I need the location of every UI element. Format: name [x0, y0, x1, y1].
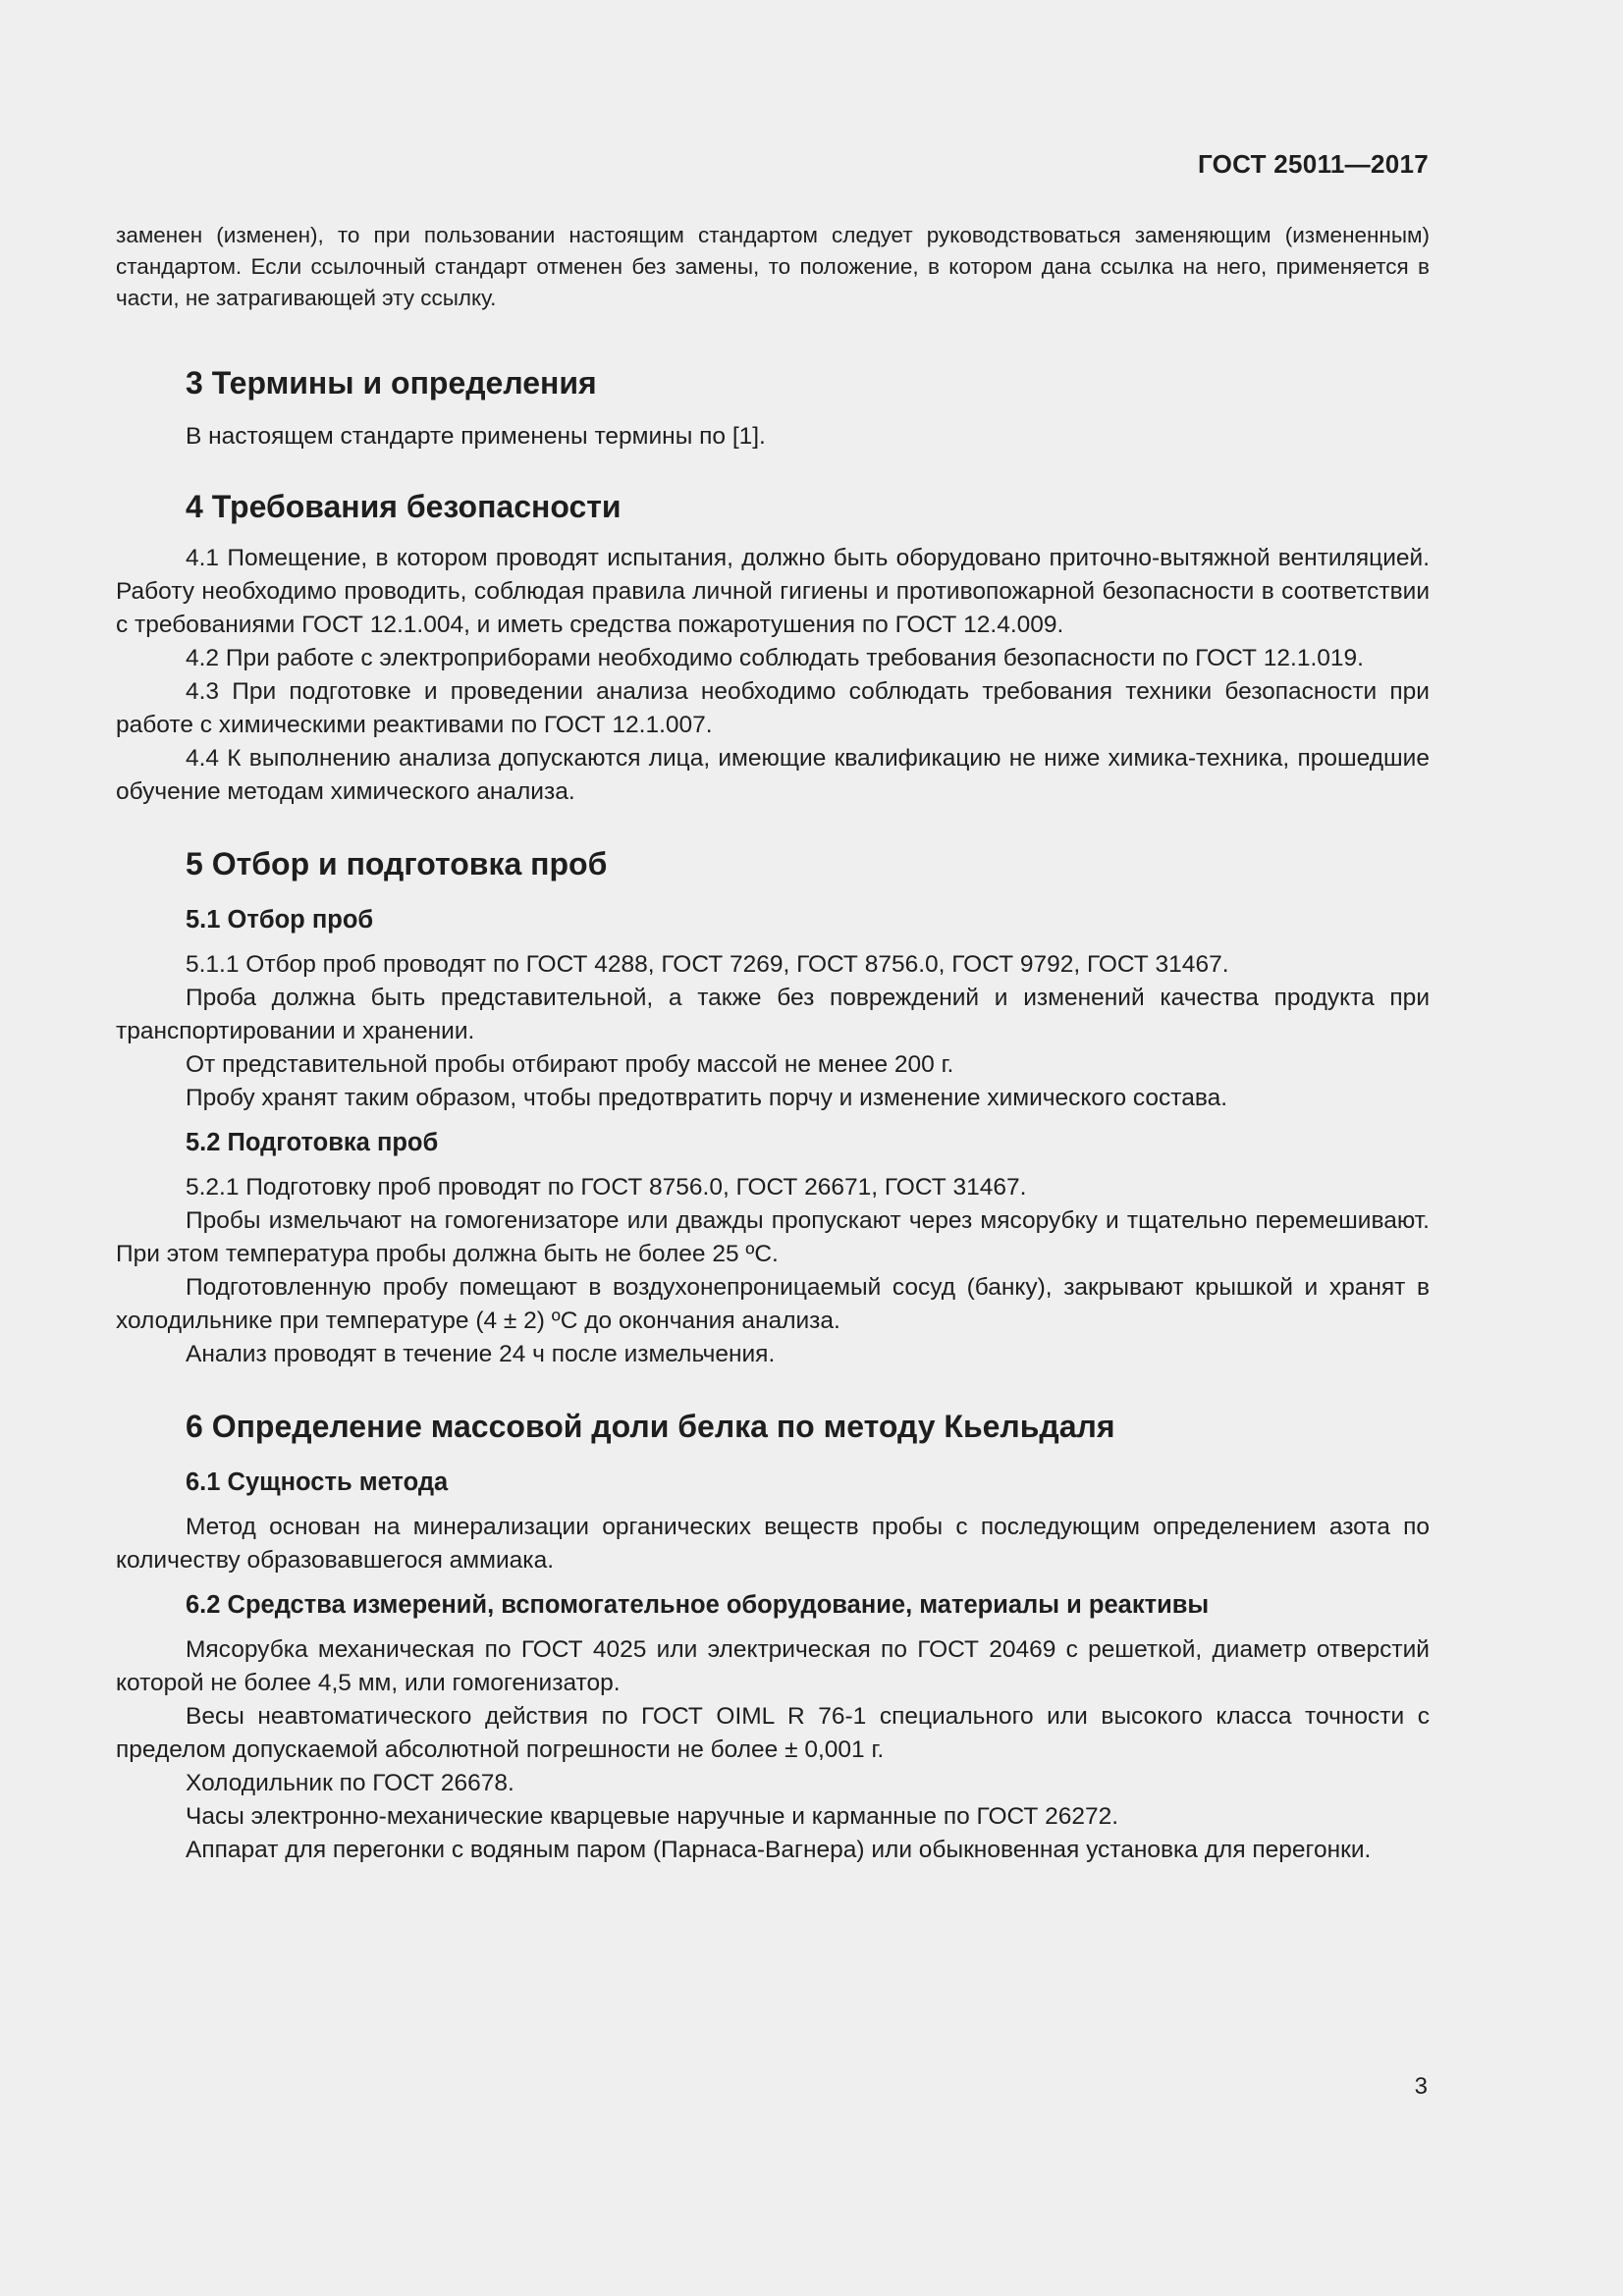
paragraph-5-1-4: Пробу хранят таким образом, чтобы предотвратить порчу и изменение химического состава.	[186, 1085, 1228, 1111]
section-6-heading: 6 Определение массовой доли белка по методу Кьельдаля	[186, 1409, 1115, 1444]
page-content	[116, 220, 1430, 1867]
intro-block	[116, 220, 1430, 314]
paragraph-4-3: 4.3 При подготовке и проведении анализа необходимо соблюдать требования техники безопасности при работе с химическими реактивами по ГОСТ 12.1.007.	[116, 678, 1430, 738]
paragraph-4-4: 4.4 К выполнению анализа допускаются лица, имеющие квалификацию не ниже химика-техника, прошедшие обучение методам химического анализа.	[116, 745, 1430, 805]
paragraph-6-2-1: Мясорубка механическая по ГОСТ 4025 или электрическая по ГОСТ 20469 с решеткой, диаметр отверстий которой не более 4,5 мм, или гомогенизатор.	[116, 1636, 1430, 1696]
paragraph-4-1: 4.1 Помещение, в котором проводят испытания, должно быть оборудовано приточно-вытяжной вентиляцией. Работу необходимо проводить, соблюдая правила личной гигиены и противопожарной безопасности в соответствии с требованиями ГОСТ 12.1.004, и иметь средства пожаротушения по ГОСТ 12.4.009.	[116, 545, 1430, 638]
subsection-6-1-heading: 6.1 Сущность метода	[186, 1468, 449, 1496]
paragraph-6-2-3: Холодильник по ГОСТ 26678.	[186, 1770, 514, 1796]
intro-paragraph: заменен (изменен), то при пользовании настоящим стандартом следует руководствоваться заменяющим (измененным) стандартом. Если ссылочный стандарт отменен без замены, то положение, в котором дана ссылка на него, применяется в части, не затрагивающей эту ссылку.	[116, 223, 1430, 310]
paragraph-5-2-2: Пробы измельчают на гомогенизаторе или дважды пропускают через мясорубку и тщательно перемешивают. При этом температура пробы должна быть не более 25 ºС.	[116, 1207, 1430, 1267]
paragraph-5-1-2: Проба должна быть представительной, а также без повреждений и изменений качества продукта при транспортировании и хранении.	[116, 985, 1430, 1044]
paragraph-6-2-2: Весы неавтоматического действия по ГОСТ OIML R 76-1 специального или высокого класса точности с пределом допускаемой абсолютной погрешности не более ± 0,001 г.	[116, 1703, 1430, 1763]
paragraph-4-2: 4.2 При работе с электроприборами необходимо соблюдать требования безопасности по ГОСТ 12.1.019.	[186, 645, 1364, 671]
subsection-5-1-heading: 5.1 Отбор проб	[186, 906, 374, 934]
paragraph-5-1-3: От представительной пробы отбирают пробу массой не менее 200 г.	[186, 1051, 954, 1078]
paragraph-5-2-3: Подготовленную пробу помещают в воздухонепроницаемый сосуд (банку), закрывают крышкой и хранят в холодильнике при температуре (4 ± 2) ºС до окончания анализа.	[116, 1274, 1430, 1334]
paragraph-6-2-5: Аппарат для перегонки с водяным паром (Парнаса-Вагнера) или обыкновенная установка для перегонки.	[186, 1837, 1372, 1863]
subsection-6-2-heading: 6.2 Средства измерений, вспомогательное оборудование, материалы и реактивы	[186, 1591, 1210, 1619]
section-3-heading: 3 Термины и определения	[186, 365, 597, 400]
paragraph-5-2-1: 5.2.1 Подготовку проб проводят по ГОСТ 8756.0, ГОСТ 26671, ГОСТ 31467.	[186, 1174, 1027, 1201]
section-4-heading: 4 Требования безопасности	[186, 489, 622, 524]
section-3-paragraph: В настоящем стандарте применены термины по [1].	[186, 423, 766, 450]
standard-designation: ГОСТ 25011—2017	[1197, 149, 1429, 179]
paragraph-6-2-4: Часы электронно-механические кварцевые наручные и карманные по ГОСТ 26272.	[186, 1803, 1119, 1830]
paragraph-5-1-1: 5.1.1 Отбор проб проводят по ГОСТ 4288, ГОСТ 7269, ГОСТ 8756.0, ГОСТ 9792, ГОСТ 31467.	[186, 951, 1229, 978]
subsection-5-2-heading: 5.2 Подготовка проб	[186, 1129, 439, 1156]
paragraph-5-2-4: Анализ проводят в течение 24 ч после измельчения.	[186, 1341, 776, 1367]
page-number: 3	[1414, 2073, 1428, 2100]
section-5-heading: 5 Отбор и подготовка проб	[186, 846, 608, 881]
paragraph-6-1-1: Метод основан на минерализации органических веществ пробы с последующим определением азота по количеству образовавшегося аммиака.	[116, 1514, 1430, 1574]
